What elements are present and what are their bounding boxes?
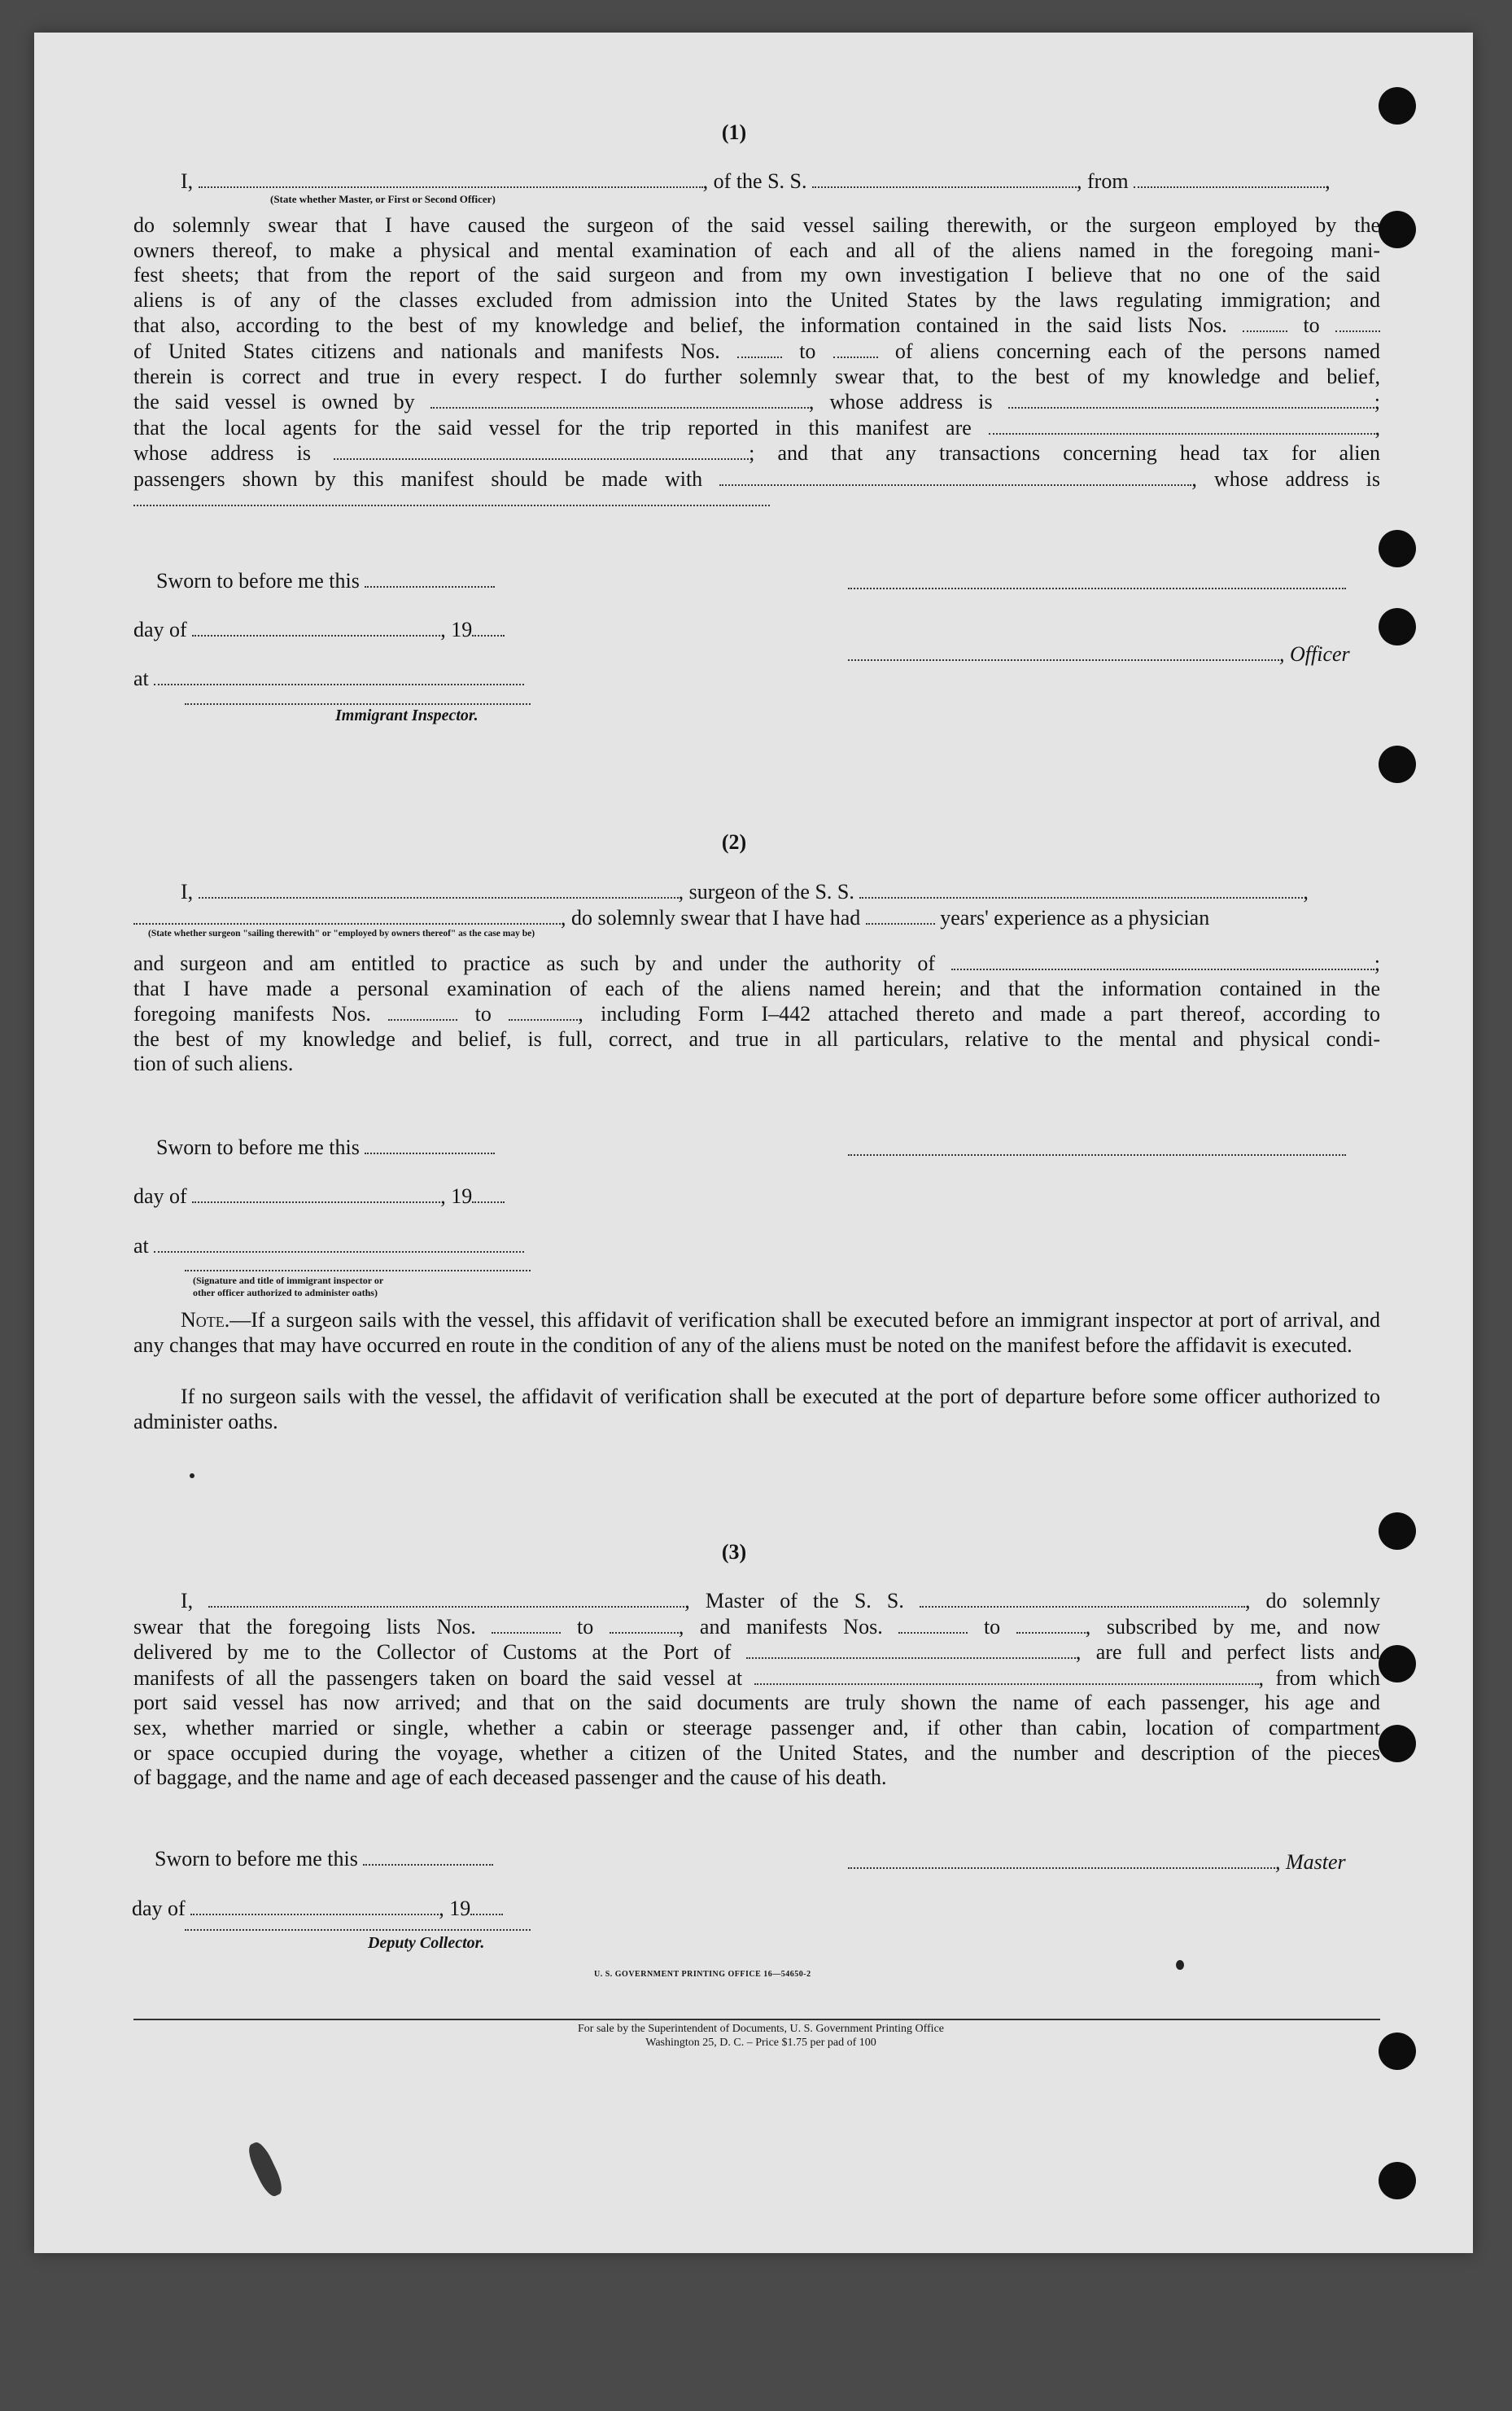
section-3-day-of: day of , 19 <box>132 1896 503 1921</box>
sworn-year-field[interactable] <box>472 617 505 637</box>
surgeon-status-field[interactable] <box>133 905 561 925</box>
section-2-sworn: Sworn to before me this <box>156 1135 495 1160</box>
inspector-signature-line[interactable] <box>185 1268 531 1271</box>
sworn-place-field[interactable] <box>154 666 524 685</box>
section-1-line-1: I, , of the S. S. , from , <box>181 169 1331 193</box>
local-agents-field[interactable] <box>989 415 1375 435</box>
section-1-day-of: day of , 19 <box>133 617 505 642</box>
officer-title-field[interactable] <box>848 641 1279 661</box>
departure-port-field[interactable] <box>754 1665 1259 1685</box>
years-experience-field[interactable] <box>866 905 935 925</box>
section-1-sworn: Sworn to before me this <box>156 568 495 593</box>
signature-caption-line-2: other officer authorized to administer oaths) <box>193 1287 378 1298</box>
binder-hole <box>1379 2033 1416 2070</box>
section-1-officer: , Officer <box>848 641 1350 667</box>
surgeon-manifests-from-field[interactable] <box>388 1001 457 1021</box>
surgeon-note: Note.—If a surgeon sails with the vessel, this affidavit of verification shall be executed before an immigrant inspector at port of arrival, and any changes that may have occurred en route in the condition of any of the aliens must be noted on the manifest before the affidavit is executed. <box>133 1308 1380 1357</box>
sworn-place-field[interactable] <box>154 1233 524 1253</box>
section-2-body: and surgeon and am entitled to practice as such by and under the authority of ; that I have made a personal examination of each of the aliens named herein; and that the information contained in the foregoing manifests Nos. to , including Form I–442 attached thereto and made a part thereof, according to the best of my knowledge and belief, is full, correct, and true in all particulars, relative to the mental and physical condi- tion of such aliens. <box>133 952 1381 1076</box>
deputy-collector-signature-line[interactable] <box>185 1927 531 1931</box>
inspector-signature-line[interactable] <box>185 702 531 705</box>
sworn-month-field[interactable] <box>190 1896 439 1915</box>
section-2-heading: (2) <box>721 830 747 854</box>
customs-port-field[interactable] <box>746 1639 1076 1659</box>
ink-speck <box>190 1473 194 1478</box>
vessel-name-field[interactable] <box>812 168 1077 188</box>
binder-hole <box>1379 87 1416 125</box>
master-vessel-field[interactable] <box>920 1588 1245 1608</box>
owner-field[interactable] <box>430 389 809 409</box>
section-3-heading: (3) <box>721 1540 747 1564</box>
master-name-field[interactable] <box>208 1588 684 1608</box>
sworn-month-field[interactable] <box>192 617 440 637</box>
surgeon-signature-line[interactable] <box>848 1153 1346 1156</box>
binder-hole <box>1379 530 1416 567</box>
sworn-day-field[interactable] <box>365 1135 495 1154</box>
section-3-body: I, , Master of the S. S. , do solemnly swear that the foregoing lists Nos. to , and manifests Nos. to , subscribed by me, and now delivered by me to the Collector of Customs at the Port of , are full and perfect lists and manifests of all the passengers taken on board the said vessel at , from which port said vessel has now arrived; and that on the said documents are truly shown the name of each passenger, his age and sex, whether married or single, whether a cabin or steerage passenger and, if other than cabin, location of compartment or space occupied during the voyage, whether a citizen of the United States, and the number and description of the pieces of baggage, and the name and age of each deceased passenger and the cause of his death. <box>133 1589 1381 1790</box>
printer-imprint: U. S. GOVERNMENT PRINTING OFFICE 16—54650-2 <box>594 1970 811 1979</box>
footer-sale-line-1: For sale by the Superintendent of Documents, U. S. Government Printing Office <box>578 2023 944 2035</box>
no-surgeon-note: If no surgeon sails with the vessel, the affidavit of verification shall be executed at the port of departure before some officer authorized to administer oaths. <box>133 1385 1380 1433</box>
binder-hole <box>1379 2162 1416 2199</box>
binder-hole <box>1379 746 1416 783</box>
section-2-at: at <box>133 1233 524 1258</box>
form-page <box>34 33 1473 2253</box>
section-1-heading: (1) <box>721 120 747 144</box>
master-signature-field[interactable] <box>848 1849 1275 1869</box>
section-3-master: , Master <box>848 1849 1346 1875</box>
binder-hole <box>1379 1512 1416 1550</box>
binder-hole <box>1379 211 1416 248</box>
owner-address-field[interactable] <box>1008 389 1374 409</box>
head-tax-address-field[interactable] <box>133 503 770 506</box>
sworn-day-field[interactable] <box>363 1846 493 1866</box>
binder-hole <box>1379 1645 1416 1682</box>
ink-speck <box>1176 1960 1184 1970</box>
section-2-line-2: , do solemnly swear that I have had years' experience as a physician <box>133 905 1209 930</box>
from-port-field[interactable] <box>1134 168 1325 188</box>
officer-rank-field[interactable] <box>199 168 703 188</box>
section-1-body: do solemnly swear that I have caused the surgeon of the said vessel sailing therewith, or the surgeon employed by the owners thereof, to make a physical and mental examination of each and all of the aliens named in the foregoing mani- fest sheets; that from the report of the said surgeon and from my own investigation I believe that no one of the said aliens is of any of the classes excluded from admission into the United States by the laws regulating immigration; and that also, according to the best of my knowledge and belief, the information contained in the said lists Nos. to of United States citizens and nationals and manifests Nos. to of aliens concerning each of the persons named therein is correct and true in every respect. I do further solemnly swear that, to the best of my knowledge and belief, the said vessel is owned by , whose address is ; that the local agents for the said vessel for the trip reported in this manifest are , whose address is ; and that any transactions concerning head tax for alien passengers shown by this manifest should be made with , whose address is <box>133 213 1381 491</box>
surgeon-manifests-to-field[interactable] <box>509 1001 578 1021</box>
lists-from-field[interactable] <box>1243 313 1287 332</box>
section-2-day-of: day of , 19 <box>133 1184 505 1209</box>
binder-hole <box>1379 1725 1416 1762</box>
section-1-at: at <box>133 666 524 691</box>
signature-caption-line-1: (Signature and title of immigrant inspector or <box>193 1275 384 1286</box>
agents-address-field[interactable] <box>334 440 749 460</box>
deputy-collector-caption: Deputy Collector. <box>368 1934 485 1952</box>
master-manifests-to-field[interactable] <box>1016 1614 1086 1634</box>
footer-sale-line-2: Washington 25, D. C. – Price $1.75 per pad of 100 <box>645 2037 876 2049</box>
footer-rule <box>133 2019 1380 2020</box>
sworn-year-field[interactable] <box>470 1896 503 1915</box>
inspector-caption: Immigrant Inspector. <box>335 707 479 724</box>
sworn-month-field[interactable] <box>192 1184 440 1203</box>
section-3-sworn: Sworn to before me this <box>155 1846 493 1871</box>
sworn-day-field[interactable] <box>365 568 495 588</box>
manifests-to-field[interactable] <box>833 339 878 358</box>
head-tax-agent-field[interactable] <box>719 466 1191 486</box>
master-lists-from-field[interactable] <box>492 1614 561 1634</box>
ink-smudge <box>244 2139 286 2199</box>
lists-to-field[interactable] <box>1335 313 1380 332</box>
officer-signature-line[interactable] <box>848 586 1346 589</box>
binder-hole <box>1379 608 1416 645</box>
master-manifests-from-field[interactable] <box>898 1614 968 1634</box>
surgeon-status-hint: (State whether surgeon "sailing therewith" or "employed by owners thereof" as the case may be) <box>148 929 535 939</box>
manifests-from-field[interactable] <box>737 339 782 358</box>
surgeon-name-field[interactable] <box>199 879 679 899</box>
surgeon-vessel-field[interactable] <box>859 879 1303 899</box>
section-2-line-1: I, , surgeon of the S. S. , <box>181 880 1309 904</box>
sworn-year-field[interactable] <box>472 1184 505 1203</box>
authority-field[interactable] <box>951 951 1374 970</box>
officer-rank-hint: (State whether Master, or First or Second Officer) <box>270 193 496 205</box>
master-lists-to-field[interactable] <box>610 1614 679 1634</box>
